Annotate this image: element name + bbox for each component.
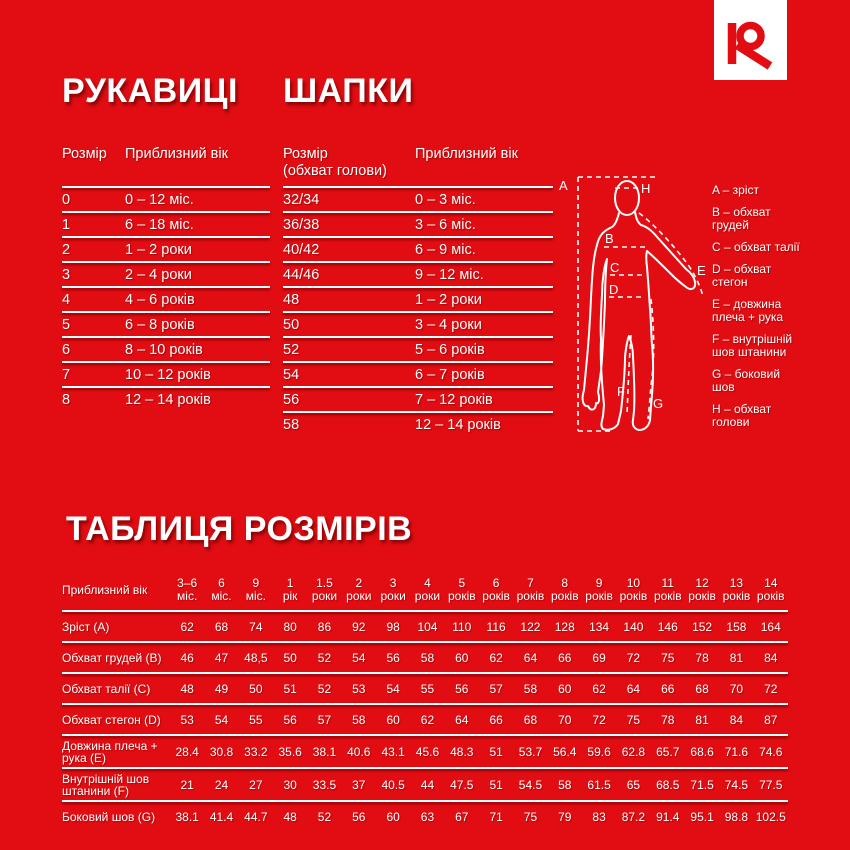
cell-value: 48.3: [450, 744, 474, 759]
cell-value: 59.6: [587, 744, 611, 759]
table-row: [62, 388, 270, 411]
measurement-legend: [712, 184, 804, 429]
cell-value: 62: [420, 712, 435, 727]
mark-B: B: [605, 231, 614, 246]
table-row: [62, 188, 270, 211]
cell-value: 70: [558, 712, 572, 727]
cell-value: 58: [420, 650, 435, 665]
cell-value: 27: [249, 777, 263, 792]
age-value: 0 – 3 міс.: [415, 191, 476, 208]
cell-value: 78: [661, 712, 675, 727]
age-value: 0 – 12 міс.: [125, 191, 194, 208]
cell-value: 62: [489, 650, 503, 665]
age-value: 1: [286, 576, 294, 590]
row-label: Обхват грудей (B): [62, 650, 162, 665]
cell-value: 56: [283, 712, 297, 727]
row-label: Обхват талії (C): [62, 681, 151, 696]
body-measurement-diagram: [555, 163, 715, 445]
table-row: [62, 802, 788, 831]
age-column-header: [410, 577, 444, 603]
age-unit: років: [688, 589, 716, 603]
age-value: 1 – 2 роки: [125, 241, 192, 258]
cell-value: 83: [592, 809, 606, 824]
cell-value: 71.5: [690, 777, 714, 792]
age-column-header: [651, 577, 685, 603]
age-value: 10 – 12 років: [125, 366, 211, 383]
age-value: 11: [661, 576, 674, 590]
mark-F: F: [617, 384, 625, 399]
age-value: 6 – 8 років: [125, 316, 195, 333]
cell-value: 44.7: [244, 809, 268, 824]
legend-item: H – обхват голови: [712, 402, 772, 429]
cell-value: 51: [489, 744, 503, 759]
cell-value: 52: [317, 681, 332, 696]
hats-col-size-note: (обхват голови): [283, 163, 387, 179]
cell-value: 47: [214, 650, 229, 665]
table-row: [62, 674, 788, 703]
mittens-col-age: Приблизний вік: [125, 146, 228, 162]
cell-value: 53.7: [518, 744, 543, 759]
table-row: [283, 263, 553, 286]
cell-value: 66: [558, 650, 572, 665]
age-unit: років: [482, 589, 510, 603]
cell-value: 57: [489, 681, 503, 696]
cell-value: 48,5: [244, 650, 268, 665]
cell-value: 52: [317, 650, 332, 665]
cell-value: 50: [283, 650, 297, 665]
cell-value: 68: [523, 712, 538, 727]
cell-value: 95.1: [690, 809, 714, 824]
table-row: [62, 213, 270, 236]
cell-value: 58: [558, 777, 572, 792]
cell-value: 72: [764, 681, 778, 696]
table-row: [283, 213, 553, 236]
legend-item: C – обхват талії: [712, 240, 800, 254]
size-value: 44/46: [283, 266, 320, 283]
cell-value: 61.5: [587, 777, 611, 792]
age-column-header: [754, 577, 788, 603]
mittens-header: [62, 146, 228, 163]
age-unit: міс.: [177, 589, 198, 603]
cell-value: 81: [729, 650, 744, 665]
age-unit: міс.: [245, 589, 266, 603]
body-outline-icon: [583, 181, 696, 430]
cell-value: 87.2: [621, 809, 646, 824]
age-value: 9 – 12 міс.: [415, 266, 484, 283]
table-row: [62, 705, 788, 734]
age-value: 14: [764, 576, 778, 590]
age-column-header: [582, 577, 616, 603]
size-value: 50: [283, 316, 300, 333]
cell-value: 37: [352, 777, 366, 792]
age-unit: роки: [380, 589, 406, 603]
age-value: 9: [595, 576, 603, 590]
cell-value: 98.8: [724, 809, 749, 824]
cell-value: 146: [657, 619, 678, 634]
cell-value: 54: [214, 712, 229, 727]
cell-value: 66: [661, 681, 675, 696]
age-value: 7 – 12 років: [415, 391, 493, 408]
cell-value: 58: [352, 712, 366, 727]
row-label: Довжина плеча + рука (E): [62, 738, 158, 765]
hats-col-size: Розмір (обхват голови): [283, 146, 415, 180]
cell-value: 53: [352, 681, 366, 696]
cell-value: 110: [452, 619, 472, 634]
table-row: [62, 736, 788, 767]
size-value: 0: [62, 191, 71, 208]
cell-value: 122: [520, 619, 541, 634]
size-value: 52: [283, 341, 300, 358]
cell-value: 21: [180, 777, 194, 792]
cell-value: 87: [764, 712, 778, 727]
cell-value: 35.6: [278, 744, 302, 759]
cell-value: 52: [317, 809, 332, 824]
age-column-header: [616, 577, 650, 603]
cell-value: 158: [726, 619, 747, 634]
cell-value: 63: [420, 809, 435, 824]
cell-value: 54.5: [518, 777, 543, 792]
age-value: 6 – 7 років: [415, 366, 485, 383]
cell-value: 56: [352, 809, 366, 824]
size-table-body: [62, 610, 788, 831]
row-label: Обхват стегон (D): [62, 712, 161, 727]
mark-A: A: [559, 178, 568, 193]
mittens-col-size: Розмір: [62, 146, 107, 162]
cell-value: 104: [417, 619, 438, 634]
cell-value: 53: [180, 712, 194, 727]
age-value: 6 – 18 міс.: [125, 216, 194, 233]
age-unit: років: [550, 589, 579, 603]
cell-value: 68.5: [656, 777, 680, 792]
cell-value: 72: [592, 712, 606, 727]
age-value: 8: [561, 576, 569, 590]
cell-value: 65.7: [656, 744, 680, 759]
age-value: 3: [389, 576, 397, 590]
cell-value: 60: [386, 712, 400, 727]
table-row: [62, 643, 788, 672]
legend-item: A – зріст: [712, 183, 760, 197]
age-value: 10: [626, 576, 641, 590]
cell-value: 92: [352, 619, 366, 634]
table-row: [283, 313, 553, 336]
brand-logo: [714, 0, 787, 80]
table-row: [283, 388, 553, 411]
table-row: [62, 338, 270, 361]
cell-value: 91.4: [656, 809, 680, 824]
cell-value: 40.6: [347, 744, 371, 759]
table-row: [283, 188, 553, 211]
cell-value: 116: [486, 619, 506, 634]
cell-value: 74.6: [759, 744, 783, 759]
cell-value: 51: [283, 681, 297, 696]
table-row: [62, 263, 270, 286]
age-column-header: [719, 577, 753, 603]
size-value: 4: [62, 291, 71, 308]
row-label: Внутрішній шов штанини (F): [62, 771, 150, 798]
age-unit: років: [619, 589, 648, 603]
age-value: 4 – 6 років: [125, 291, 195, 308]
cell-value: 69: [592, 650, 606, 665]
mittens-table: [62, 186, 270, 411]
age-column-header: [307, 577, 341, 603]
age-column-header: [376, 577, 410, 603]
age-column-header: [342, 577, 376, 603]
age-value: 6 – 9 міс.: [415, 241, 476, 258]
cell-value: 84: [764, 650, 778, 665]
cell-value: 60: [386, 809, 400, 824]
cell-value: 134: [589, 619, 610, 634]
cell-value: 55: [420, 681, 435, 696]
age-unit: роки: [311, 589, 338, 603]
cell-value: 28.4: [175, 744, 199, 759]
mark-D: D: [609, 282, 619, 297]
hats-header: [283, 146, 518, 180]
cell-value: 45.6: [415, 744, 440, 759]
cell-value: 56: [386, 650, 400, 665]
cell-value: 58: [523, 681, 538, 696]
mark-H: H: [641, 181, 651, 196]
cell-value: 65: [626, 777, 641, 792]
cell-value: 47.5: [450, 777, 474, 792]
cell-value: 62: [180, 619, 194, 634]
size-value: 2: [62, 241, 71, 258]
legend-item: F – внутрішній шов штанини: [712, 332, 793, 359]
cell-value: 64: [523, 650, 538, 665]
cell-value: 30: [283, 777, 297, 792]
size-value: 36/38: [283, 216, 320, 233]
age-unit: роки: [346, 589, 372, 603]
size-value: 6: [62, 341, 71, 358]
age-value: 6: [218, 576, 225, 590]
table-row: [283, 338, 553, 361]
cell-value: 71: [489, 809, 503, 824]
size-value: 48: [283, 291, 300, 308]
cell-value: 79: [558, 809, 572, 824]
age-value: 7: [527, 576, 534, 590]
mittens-title: РУКАВИЦІ: [62, 72, 238, 110]
cell-value: 54: [352, 650, 366, 665]
age-unit: років: [447, 589, 476, 603]
cell-value: 64: [455, 712, 469, 727]
brand-r-icon: [714, 0, 787, 80]
age-value: 5: [458, 576, 466, 590]
table-row: [62, 769, 788, 800]
age-column-header: [479, 577, 513, 603]
age-value: 12 – 14 років: [125, 391, 211, 408]
cell-value: 102.5: [755, 809, 786, 824]
cell-value: 66: [489, 712, 503, 727]
age-unit: роки: [414, 589, 441, 603]
cell-value: 41.4: [209, 809, 234, 824]
table-row: [283, 363, 553, 386]
cell-value: 128: [554, 619, 575, 634]
measurement-lines-icon: [578, 177, 703, 431]
size-value: 3: [62, 266, 71, 283]
size-value: 5: [62, 316, 71, 333]
age-value: 3–6: [177, 576, 198, 590]
size-table-header: [62, 572, 788, 610]
cell-value: 60: [455, 650, 469, 665]
age-column-header: [204, 577, 238, 603]
age-row-label: Приблизний вік: [62, 583, 148, 597]
age-column-header: [445, 577, 479, 603]
cell-value: 62: [592, 681, 606, 696]
cell-value: 33.5: [312, 777, 337, 792]
cell-value: 48: [283, 809, 297, 824]
age-column-header: [170, 577, 204, 603]
age-unit: років: [585, 589, 613, 603]
age-value: 2: [355, 576, 363, 590]
size-table-title: ТАБЛИЦЯ РОЗМІРІВ: [66, 510, 413, 548]
cell-value: 60: [558, 681, 572, 696]
cell-value: 75: [626, 712, 641, 727]
cell-value: 46: [180, 650, 194, 665]
size-value: 1: [62, 216, 71, 233]
mark-G: G: [653, 396, 664, 411]
mark-E: E: [697, 263, 706, 278]
cell-value: 70: [729, 681, 744, 696]
cell-value: 74.5: [724, 777, 749, 792]
cell-value: 98: [386, 619, 400, 634]
cell-value: 44: [420, 777, 435, 792]
cell-value: 54: [386, 681, 400, 696]
cell-value: 56.4: [553, 744, 577, 759]
size-value: 54: [283, 366, 300, 383]
age-column-header: [513, 577, 547, 603]
size-value: 58: [283, 416, 300, 433]
age-unit: років: [722, 589, 751, 603]
cell-value: 68: [695, 681, 709, 696]
age-unit: рік: [282, 589, 298, 603]
age-column-header: [548, 577, 582, 603]
age-column-header: [239, 577, 273, 603]
size-value: 7: [62, 366, 71, 383]
legend-item: D – обхват стегон: [712, 262, 772, 289]
cell-value: 49: [214, 681, 229, 696]
cell-value: 74: [249, 619, 263, 634]
cell-value: 71.6: [724, 744, 749, 759]
size-value: 32/34: [283, 191, 320, 208]
cell-value: 67: [455, 809, 469, 824]
age-unit: років: [756, 589, 785, 603]
age-value: 3 – 4 роки: [415, 316, 482, 333]
age-column-header: [685, 577, 719, 603]
cell-value: 77.5: [759, 777, 783, 792]
age-unit: років: [516, 589, 545, 603]
cell-value: 68: [214, 619, 229, 634]
cell-value: 33.2: [244, 744, 268, 759]
cell-value: 68.6: [690, 744, 714, 759]
cell-value: 43.1: [381, 744, 405, 759]
cell-value: 164: [760, 619, 781, 634]
legend-item: E – довжина плеча + рука: [712, 297, 784, 324]
age-value: 1 – 2 роки: [415, 291, 482, 308]
cell-value: 84: [729, 712, 744, 727]
age-value: 3 – 6 міс.: [415, 216, 476, 233]
age-value: 6: [492, 576, 500, 590]
size-value: 56: [283, 391, 300, 408]
cell-value: 75: [661, 650, 675, 665]
cell-value: 81: [695, 712, 709, 727]
age-unit: міс.: [211, 589, 232, 603]
row-label: Боковий шов (G): [62, 809, 156, 824]
cell-value: 72: [626, 650, 641, 665]
hats-col-age: Приблизний вік: [415, 146, 518, 162]
cell-value: 38.1: [312, 744, 337, 759]
table-row: [62, 363, 270, 386]
age-value: 5 – 6 років: [415, 341, 485, 358]
age-value: 2 – 4 роки: [125, 266, 192, 283]
table-row: [283, 288, 553, 311]
cell-value: 140: [623, 619, 644, 634]
table-row: [283, 413, 553, 436]
legend-item: B – обхват грудей: [712, 205, 771, 232]
cell-value: 62.8: [621, 744, 646, 759]
cell-value: 152: [692, 619, 713, 634]
cell-value: 64: [626, 681, 641, 696]
age-value: 13: [729, 576, 744, 590]
age-value: 9: [252, 576, 260, 590]
cell-value: 75: [523, 809, 538, 824]
cell-value: 56: [455, 681, 469, 696]
age-column-header: [273, 577, 307, 603]
size-value: 40/42: [283, 241, 320, 258]
cell-value: 86: [317, 619, 332, 634]
hats-table: [283, 186, 553, 436]
table-row: [62, 238, 270, 261]
cell-value: 24: [214, 777, 229, 792]
cell-value: 38.1: [175, 809, 199, 824]
cell-value: 57: [317, 712, 332, 727]
legend-item: G – боковий шов: [712, 367, 781, 394]
row-label: Зріст (A): [62, 619, 110, 634]
cell-value: 30.8: [209, 744, 234, 759]
hats-title: ШАПКИ: [283, 72, 414, 110]
cell-value: 50: [249, 681, 263, 696]
cell-value: 40.5: [381, 777, 405, 792]
table-row: [62, 288, 270, 311]
mark-C: C: [610, 260, 620, 275]
age-unit: років: [653, 589, 682, 603]
table-row: [283, 238, 553, 261]
age-value: 1.5: [316, 576, 333, 590]
size-value: 8: [62, 391, 71, 408]
age-value: 8 – 10 років: [125, 341, 203, 358]
cell-value: 78: [695, 650, 709, 665]
age-value: 12 – 14 років: [415, 416, 501, 433]
age-value: 4: [424, 576, 431, 590]
table-row: [62, 612, 788, 641]
age-value: 12: [695, 576, 709, 590]
table-row: [62, 313, 270, 336]
cell-value: 51: [489, 777, 503, 792]
cell-value: 55: [249, 712, 263, 727]
size-table: [62, 572, 788, 831]
cell-value: 80: [283, 619, 297, 634]
cell-value: 48: [180, 681, 194, 696]
